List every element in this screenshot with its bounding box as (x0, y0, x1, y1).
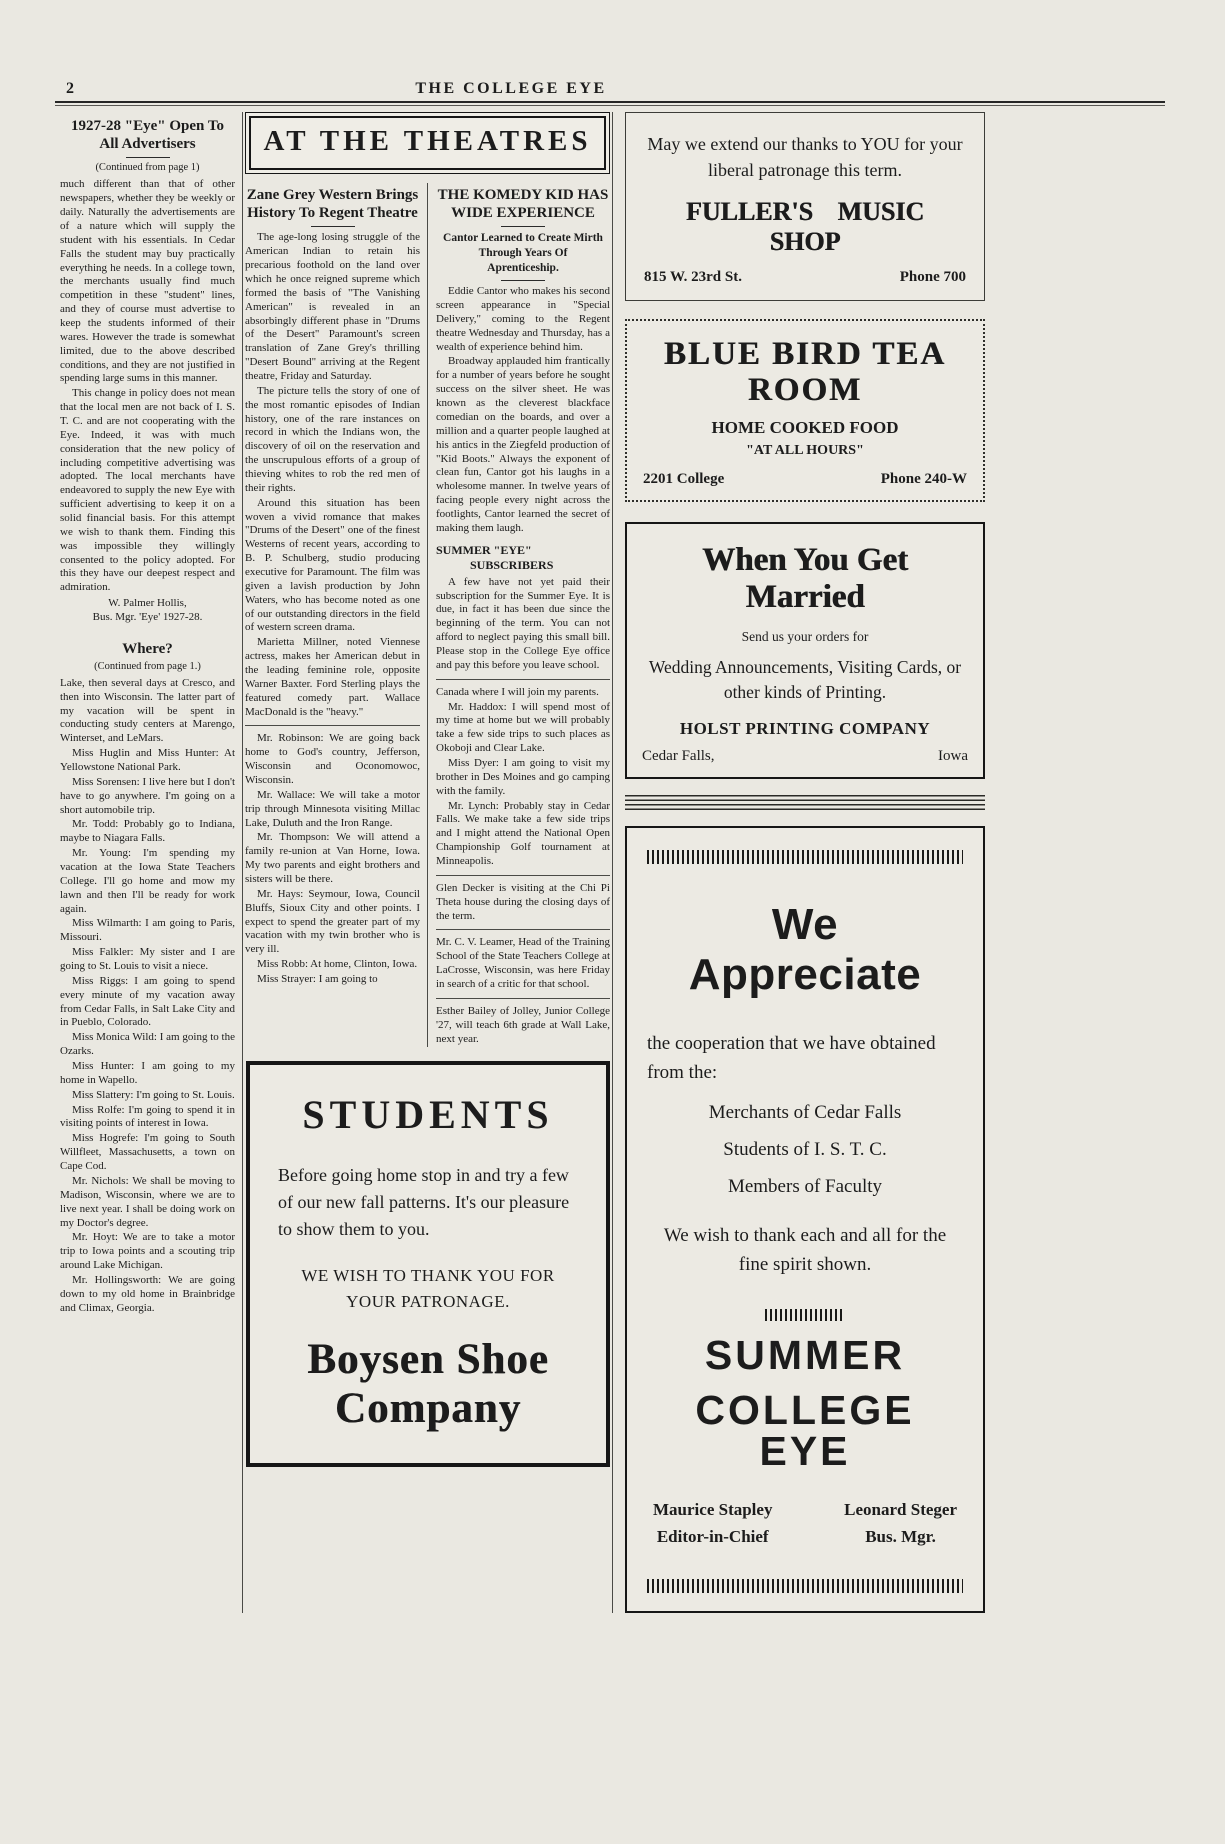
article-paragraph: Mr. Hays: Seymour, Iowa, Council Bluffs, Sioux City and other points. I expect to spend the greater part of my vacation with my twin brother who is very ill. (245, 887, 420, 956)
summer-eye-heading-line1: SUMMER "EYE" (436, 542, 532, 557)
article-paragraph: Marietta Millner, noted Viennese actress, makes her American debut in the leading feminine role, opposite Warner Baxter. Ford Sterling plays the featured comedy part. Wallace MacDonald is the "heavy." (245, 636, 420, 718)
article-paragraph: Broadway applauded him frantically for a number of years before he sought success on the silver sheet. He was known as the cleverest blackface comedian on the boards, and over a million and a quarter people laughed at his antics in the Ziegfeld production of "Kid Boots." Always the exponent of clean fun, Cantor got his laughs in a wholesome manner. In twelve years of facing people every night across the footlights, Cantor learned the secret of making them laugh. (436, 355, 610, 534)
students-ad-title: STUDENTS (302, 1092, 554, 1138)
separator-rule (436, 875, 610, 876)
article-paragraph: Around this situation has been woven a vivid romance that makes "Drums of the Desert" one of the finest Westerns of recent years, according to B. P. Schulberg, studio producing executive for Paramount. The film was given a lavish production by John Waters, who has become noted as one of our outstanding directors in the field of western screen drama. (245, 496, 420, 634)
article-title-eye-open: 1927-28 "Eye" Open To All Advertisers (71, 118, 224, 152)
header-rule (55, 101, 1165, 103)
signature-name: W. Palmer Hollis, (108, 597, 187, 610)
appreciate-title: We Appreciate (688, 900, 922, 1000)
article-paragraph: The picture tells the story of one of the most romantic episodes of Indian history, one of the rare instances on record in which the Indians won, the discovery of oil on the reservation and the unscrupulous efforts of a group of thieving whites to rob the red men of their rights. (245, 384, 420, 494)
column-komedy-kid (428, 183, 612, 1047)
bluebird-ad-name-line2: ROOM (747, 371, 863, 408)
article-paragraph: Mr. Young: I'm spending my vacation at the Iowa State Teachers College. I'll go home and mow my lawn and then I'll be ready for work again. (60, 847, 235, 915)
fullers-ad-name: FULLER'S MUSIC SHOP (685, 197, 925, 257)
fullers-ad-phone: Phone 700 (899, 269, 966, 286)
business-manager-block (844, 1500, 957, 1547)
bluebird-ad-contact-row (643, 471, 967, 488)
article-paragraph: Mr. C. V. Leamer, Head of the Training School of the State Teachers College at LaCrosse, Wisconsin, was here Friday in search of a critic for that school. (436, 936, 610, 990)
bluebird-ad-hours-line: "AT ALL HOURS" (746, 443, 864, 459)
column-zane-grey (243, 183, 427, 1047)
editor-name: Maurice Stapley (653, 1500, 773, 1520)
ornamental-divider (625, 795, 985, 812)
editor-block (653, 1500, 772, 1547)
appreciate-list-item: Members of Faculty (727, 1176, 883, 1198)
article-paragraph: Mr. Robinson: We are going back home to God's country, Jefferson, Wisconsin and Oconomowoc, Wisconsin. (245, 732, 420, 787)
article-paragraph: much different than that of other newspapers, whether they be weekly or daily. Naturally the advertisements are of a nature which will supply the student with his essentials. In Cedar Falls the student may buy practically everything he needs. In a college town, the merchants usually find much competition in these "student" lines, and they of course must advertise to keep the students informed of their wares. However the trade is somewhat limited, due to the above described conditions, and they are not justified in spending large sums in this manner. (60, 178, 235, 385)
article-paragraph: Miss Falkler: My sister and I are going to St. Louis to visit a niece. (60, 946, 235, 973)
article-title-where: Where? (122, 641, 173, 658)
bluebird-ad-name-line1: BLUE BIRD TEA (663, 336, 947, 373)
spacer (60, 623, 235, 637)
appreciate-list-item: Merchants of Cedar Falls (708, 1102, 902, 1124)
separator-rule (311, 226, 355, 227)
hatched-bar-bottom (647, 1579, 963, 1593)
holst-ad-title: When You Get Married (702, 542, 908, 616)
students-ad-thanks-line1: WE WISH TO THANK YOU FOR (301, 1266, 555, 1286)
article-paragraph: Miss Rolfe: I'm going to spend it in visiting points of interest in Iowa. (60, 1103, 235, 1130)
article-paragraph: Miss Wilmarth: I am going to Paris, Missouri. (60, 917, 235, 944)
hatched-bar-small (765, 1309, 845, 1321)
students-ad-thanks-line2: YOUR PATRONAGE. (346, 1291, 510, 1311)
continued-note: (Continued from page 1) (95, 162, 200, 174)
article-paragraph: Mr. Thompson: We will attend a family re-union at Van Horne, Iowa. My two parents and eight brothers and sisters will be there. (245, 831, 420, 886)
fullers-ad-contact-row (644, 269, 966, 286)
masthead: THE COLLEGE EYE (415, 80, 607, 97)
article-paragraph: Esther Bailey of Jolley, Junior College '27, will teach 6th grade at Wall Lake, next year. (436, 1004, 610, 1045)
theatres-columns (243, 183, 612, 1047)
column-advertisements (613, 112, 985, 1613)
boysen-name-line1: Boysen Shoe (307, 1336, 549, 1384)
blue-bird-tea-room-ad (625, 319, 985, 502)
article-paragraph: Miss Riggs: I am going to spend every minute of my vacation away from Cedar Falls, in Salt Lake City and in Pueblo, Colorado. (60, 974, 235, 1029)
paper-name-line2: COLLEGE EYE (695, 1387, 915, 1475)
article-paragraph: Miss Slattery: I'm going to St. Louis. (72, 1088, 235, 1101)
paper-name-line1: SUMMER (704, 1332, 906, 1379)
fullers-ad-address: 815 W. 23rd St. (644, 269, 742, 286)
holst-ad-state: Iowa (938, 748, 968, 765)
article-paragraph: Miss Hunter: I am going to my home in Wapello. (60, 1060, 235, 1086)
editor-title: Editor-in-Chief (656, 1527, 769, 1547)
article-paragraph: Mr. Nichols: We shall be moving to Madison, Wisconsin, where we are to live next year. I shall be doing work on my Doctor's degree. (60, 1174, 235, 1229)
article-paragraph: Mr. Hoyt: We are to take a motor trip to Iowa points and a scouting trip around Lake Michigan. (60, 1231, 235, 1272)
article-paragraph: Miss Hogrefe: I'm going to South Willfleet, Massachusetts, a town on Cape Cod. (60, 1132, 235, 1173)
article-paragraph: Miss Huglin and Miss Hunter: At Yellowstone National Park. (60, 747, 235, 773)
holst-ad-company-name: HOLST PRINTING COMPANY (679, 719, 931, 739)
article-paragraph: Eddie Cantor who makes his second screen appearance in "Special Delivery," coming to the Regent theatre Wednesday and Thursday, has a wealth of experience behind him. (436, 285, 610, 353)
article-paragraph: Mr. Hollingsworth: We are going down to my old home in Brainbridge and Climax, Georgia. (60, 1273, 235, 1314)
separator-rule (436, 929, 610, 930)
page-number: 2 (66, 80, 74, 97)
article-paragraph: Miss Sorensen: I live here but I don't have to go anywhere. I'm going on a short automobile trip. (60, 775, 235, 816)
article-paragraph: Mr. Haddox: I will spend most of my time at home but we will probably take a few side trips to such places as Okoboji and Clear Lake. (436, 700, 610, 755)
bluebird-ad-food-line: HOME COOKED FOOD (711, 418, 899, 438)
staff-block (653, 1500, 957, 1547)
article-paragraph: The age-long losing struggle of the American Indian to retain his precarious foothold on the land over which he once reigned supreme which formed the basis of "The Vanishing American" is revealed in an absorbingly different phase in "Drums of the Desert" Paramount's screen translation of Zane Grey's thrilling "Desert Bound" arriving at the Regent theatre, Friday and Saturday. (245, 231, 420, 382)
article-paragraph: Miss Dyer: I am going to visit my brother in Des Moines and go camping with the family. (436, 756, 610, 797)
boysen-name-line2: Company (334, 1384, 522, 1432)
article-title-komedy: THE KOMEDY KID HAS WIDE EXPERIENCE (437, 187, 609, 221)
continued-note: (Continued from page 1.) (94, 660, 201, 672)
article-paragraph: This change in policy does not mean that the local men are not back of I. S. T. C. and are not cooperating with the Eye. Indeed, it was with much consideration that the new policy of including competitive advertising was adopted. The local merchants have endeavored to supply the new Eye with sufficient advertising to keep it on a solid financial basis. For this attempt we wish to thank them. Finding this was impossible they willingly consented to the policy adopted. For this they have our deepest respect and admiration. (60, 387, 235, 594)
holst-ad-services-line: Wedding Announcements, Visiting Cards, or other kinds of Printing. (648, 657, 962, 702)
holst-ad-location-row (642, 748, 968, 765)
article-paragraph: Lake, then several days at Cresco, and then into Wisconsin. The latter part of my vacation will be spent in conducting study centers at Marengo, Winterset, and LeMars. (60, 676, 235, 745)
appreciate-closing: We wish to thank each and all for the fine spirit shown. (663, 1225, 947, 1275)
fullers-ad-message: May we extend our thanks to YOU for your liberal patronage this term. (647, 134, 963, 181)
separator-rule (245, 725, 420, 726)
column-theatres-section (243, 112, 612, 1613)
theatres-banner (245, 112, 610, 174)
article-paragraph: Canada where I will join my parents. (436, 685, 599, 698)
bluebird-ad-address: 2201 College (643, 471, 725, 488)
column-open-article (58, 112, 242, 1613)
article-paragraph: Glen Decker is visiting at the Chi Pi Theta house during the closing days of the term. (436, 881, 610, 922)
appreciate-body: the cooperation that we have obtained from the: (647, 1033, 936, 1083)
fullers-music-shop-ad (625, 112, 985, 301)
appreciate-list-item: Students of I. S. T. C. (723, 1139, 887, 1161)
separator-rule (436, 998, 610, 999)
theatres-banner-title: AT THE THEATRES (249, 116, 606, 170)
article-paragraph: Miss Robb: At home, Clinton, Iowa. (257, 958, 418, 971)
article-paragraph: Mr. Lynch: Probably stay in Cedar Falls. We make take a few side trips and I might attend the National Open Championship Golf tournament at Minneapolis. (436, 799, 610, 867)
boysen-company-name (274, 1336, 582, 1432)
separator-rule (501, 226, 545, 227)
holst-ad-city: Cedar Falls, (642, 748, 715, 765)
article-paragraph: Mr. Todd: Probably go to Indiana, maybe to Niagara Falls. (60, 818, 235, 845)
separator-rule (436, 679, 610, 680)
summer-college-eye-ad (625, 826, 985, 1613)
boysen-shoe-ad (246, 1061, 610, 1466)
column-grid (58, 112, 985, 1613)
separator-rule (501, 280, 545, 281)
holst-ad-orders-line: Send us your orders for (741, 629, 869, 645)
hatched-bar-top (647, 850, 963, 864)
business-manager-title: Bus. Mgr. (865, 1527, 936, 1547)
signature-title: Bus. Mgr. 'Eye' 1927-28. (92, 611, 203, 624)
summer-eye-heading (436, 543, 610, 573)
article-paragraph: A few have not yet paid their subscription for the Summer Eye. It is due, in fact it has been due since the beginning of the term. You can not afford to neglect paying this small bill. Please stop in the College Eye office and pay this before you leave school. (436, 575, 610, 671)
article-paragraph: Miss Strayer: I am going to (257, 973, 378, 986)
article-title-zane: Zane Grey Western Brings History To Regent Theatre (246, 187, 419, 221)
separator-rule (126, 157, 170, 158)
article-paragraph: Miss Monica Wild: I am going to the Ozarks. (60, 1031, 235, 1058)
business-manager-name: Leonard Steger (844, 1500, 957, 1520)
article-subtitle: Cantor Learned to Create Mirth Through Years Of Aprenticeship. (443, 232, 603, 275)
bluebird-ad-phone: Phone 240-W (880, 471, 967, 488)
article-paragraph: Mr. Wallace: We will take a motor trip through Minnesota visiting Millac Lake, Duluth and the Iron Range. (245, 788, 420, 829)
holst-printing-ad (625, 522, 985, 779)
header-rule-thin (55, 105, 1165, 106)
students-ad-body: Before going home stop in and try a few of our new fall patterns. It's our pleasure to show them to you. (278, 1165, 570, 1240)
summer-eye-heading-line2: SUBSCRIBERS (470, 557, 554, 572)
